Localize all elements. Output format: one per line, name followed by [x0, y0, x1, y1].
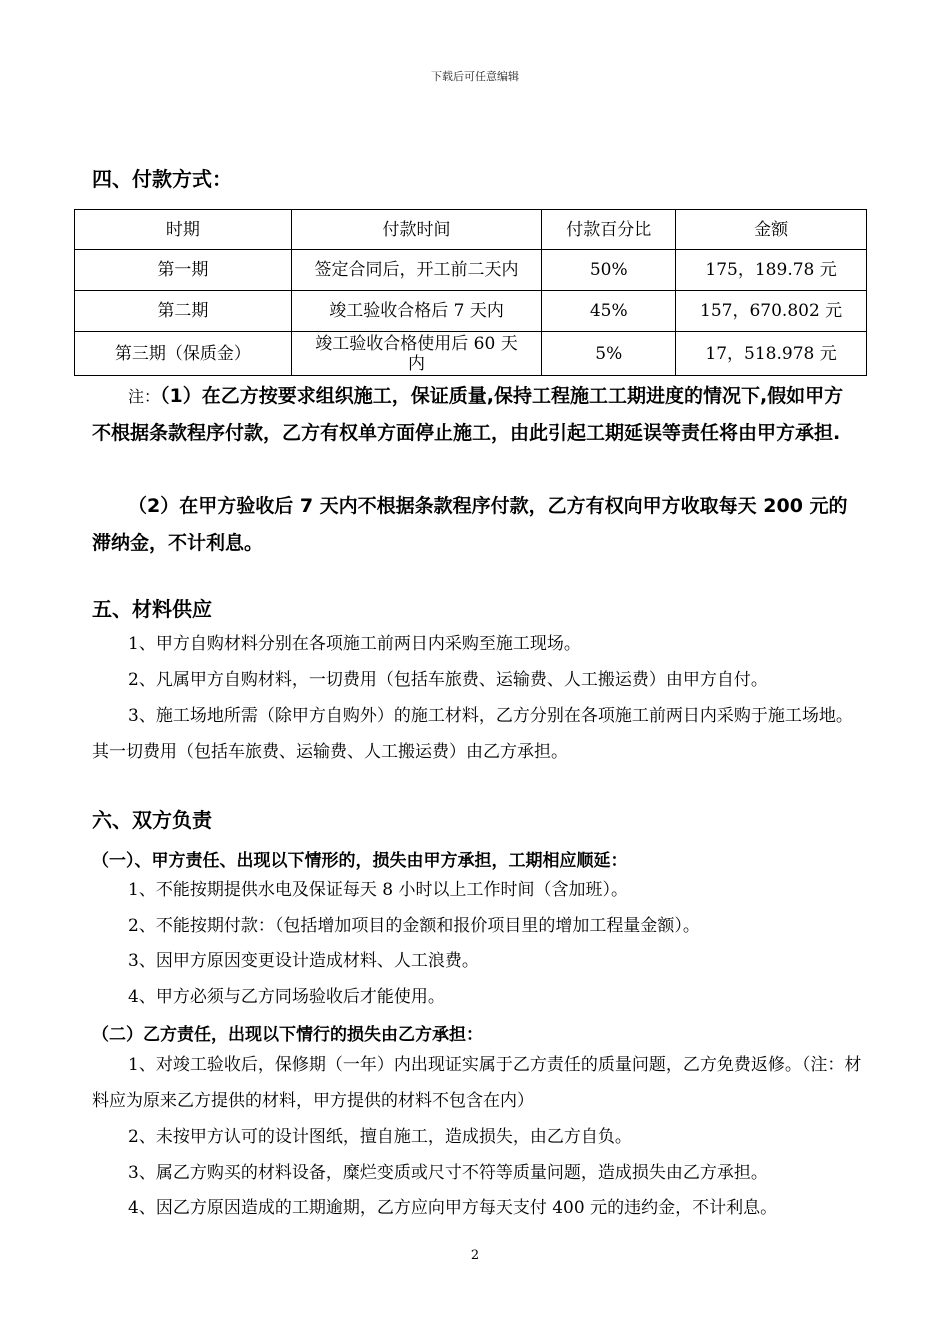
- table-cell: 5%: [542, 332, 676, 376]
- list-item: 2、凡属甲方自购材料，一切费用（包括车旅费、运输费、人工搬运费）由甲方自付。: [128, 670, 768, 690]
- table-header-row: [75, 210, 867, 250]
- table-cell: 第二期: [75, 291, 292, 332]
- table-cell: 第三期（保质金）: [75, 332, 292, 376]
- table-row: [75, 250, 867, 291]
- subsection-title-party-a: （一）、甲方责任、出现以下情形的，损失由甲方承担，工期相应顺延：: [92, 851, 628, 871]
- list-item: 1、不能按期提供水电及保证每天 8 小时以上工作时间（含加班）。: [128, 880, 628, 900]
- table-cell: 50%: [542, 250, 676, 291]
- page-number: 2: [470, 1248, 480, 1263]
- list-item: 1、对竣工验收后，保修期（一年）内出现证实属于乙方责任的质量问题，乙方免费返修。（注：材料应为原来乙方提供的材料，甲方提供的材料不包含在内）: [92, 1055, 862, 1111]
- list-item: 4、甲方必须与乙方同场验收后才能使用。: [128, 987, 445, 1007]
- payment-note-1: [92, 378, 862, 452]
- list-item: 2、未按甲方认可的设计图纸，擅自施工，造成损失，由乙方自负。: [128, 1127, 632, 1147]
- table-cell: 157，670.802 元: [676, 291, 867, 332]
- note-prefix: 注：: [128, 387, 161, 406]
- page-header: 下载后可任意编辑: [431, 70, 519, 83]
- list-item: 1、甲方自购材料分别在各项施工前两日内采购至施工现场。: [128, 634, 581, 654]
- table-header-cell: 付款百分比: [542, 210, 676, 250]
- payment-note-2: [92, 488, 862, 562]
- table-cell: 17，518.978 元: [676, 332, 867, 376]
- table-cell: 竣工验收合格后 7 天内: [291, 291, 542, 332]
- table-cell: 45%: [542, 291, 676, 332]
- note-2-text: （2）在甲方验收后 7 天内不根据条款程序付款，乙方有权向甲方收取每天 200 元的滞纳金，不计利息。: [92, 495, 848, 554]
- list-item: 3、因甲方原因变更设计造成材料、人工浪费。: [128, 951, 479, 971]
- table-cell: 竣工验收合格使用后 60 天内: [291, 332, 542, 376]
- subsection-title-party-b: （二）乙方责任，出现以下情行的损失由乙方承担：: [92, 1025, 483, 1045]
- table-header-cell: 金额: [676, 210, 867, 250]
- table-header-cell: 时期: [75, 210, 292, 250]
- list-item: 3、属乙方购买的材料设备，糜烂变质或尺寸不符等质量问题，造成损失由乙方承担。: [128, 1163, 768, 1183]
- table-cell: 第一期: [75, 250, 292, 291]
- table-header-cell: 付款时间: [291, 210, 542, 250]
- section-title-responsibilities: 六、双方负责: [92, 808, 212, 832]
- list-item: 3、施工场地所需（除甲方自购外）的施工材料，乙方分别在各项施工前两日内采购于施工场地。其一切费用（包括车旅费、运输费、人工搬运费）由乙方承担。: [92, 706, 853, 762]
- section-title-payment: 四、付款方式：: [92, 167, 232, 191]
- table-row: [75, 291, 867, 332]
- list-item: 4、因乙方原因造成的工期逾期，乙方应向甲方每天支付 400 元的违约金，不计利息。: [128, 1198, 778, 1218]
- payment-table: [74, 209, 867, 376]
- table-row: [75, 332, 867, 376]
- section-title-materials: 五、材料供应: [92, 597, 212, 621]
- note-1-text: （1）在乙方按要求组织施工，保证质量,保持工程施工工期进度的情况下,假如甲方不根据条款程序付款，乙方有权单方面停止施工，由此引起工期延误等责任将由甲方承担.: [92, 385, 844, 444]
- table-cell: 175，189.78 元: [676, 250, 867, 291]
- table-cell: 签定合同后，开工前二天内: [291, 250, 542, 291]
- list-item: 2、不能按期付款：（包括增加项目的金额和报价项目里的增加工程量金额）。: [128, 916, 700, 936]
